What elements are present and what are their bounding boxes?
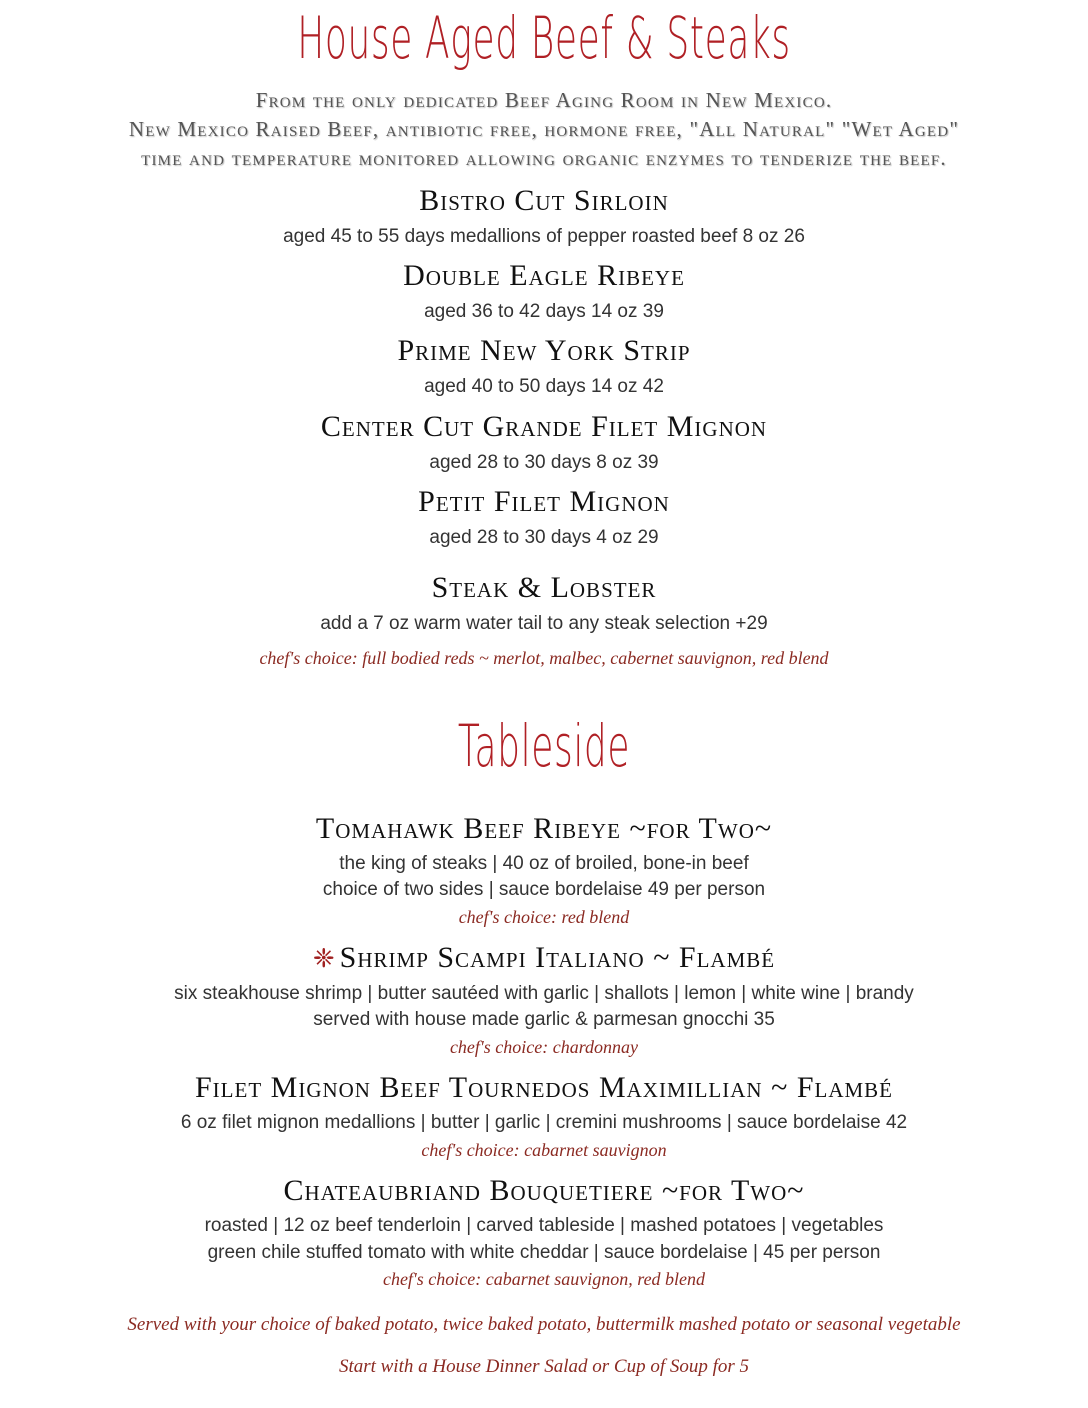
dish-name: Shrimp Scampi Italiano ~ Flambé (339, 941, 776, 974)
wine-pairing: chef's choice: full bodied reds ~ merlot, malbec, cabernet sauvignon, red blend (259, 648, 829, 668)
dish-name: Center Cut Grande Filet Mignon (320, 410, 768, 443)
dish-description: six steakhouse shrimp | butter sautéed with garlic | shallots | lemon | white wine | brandy (174, 983, 914, 1004)
starter-note: Start with a House Dinner Salad or Cup of Soup for 5 (338, 1356, 750, 1377)
dish-name: Steak & Lobster (431, 571, 657, 604)
dish-description: aged 28 to 30 days 8 oz 39 (429, 452, 659, 473)
dish-description: roasted | 12 oz beef tenderloin | carved tableside | mashed potatoes | vegetables (204, 1215, 884, 1236)
dish-name: Double Eagle Ribeye (403, 259, 685, 292)
dish-name: Prime New York Strip (397, 334, 691, 367)
dish-description: aged 40 to 50 days 14 oz 42 (424, 376, 664, 397)
wine-pairing: chef's choice: cabarnet sauvignon (421, 1140, 667, 1160)
dish-description: the king of steaks | 40 oz of broiled, bone-in beef (339, 853, 749, 874)
dish-description: 6 oz filet mignon medallions | butter | garlic | cremini mushrooms | sauce bordelaise 42 (180, 1112, 908, 1133)
dish-name: Bistro Cut Sirloin (419, 184, 669, 217)
dish-title-row (0, 941, 1088, 975)
dish-description: aged 28 to 30 days 4 oz 29 (429, 527, 659, 548)
intro-line-1: From the only dedicated Beef Aging Room in New Mexico. (255, 88, 833, 112)
intro-line-3: time and temperature monitored allowing organic enzymes to tenderize the beef. (141, 146, 947, 170)
dish-name: Petit Filet Mignon (418, 485, 670, 518)
dish-name: Filet Mignon Beef Tournedos Maximillian ~ Flambé (194, 1071, 894, 1104)
wine-pairing: chef's choice: chardonnay (449, 1037, 639, 1057)
ornament-icon: ❈ (312, 944, 336, 973)
dish-description: green chile stuffed tomato with white cheddar | sauce bordelaise | 45 per person (207, 1242, 881, 1263)
dish-description: add a 7 oz warm water tail to any steak selection +29 (320, 613, 768, 634)
section-title-tableside: Tableside (457, 712, 631, 780)
intro-line-2: New Mexico Raised Beef, antibiotic free, hormone free, "All Natural" "Wet Aged" (128, 117, 960, 141)
dish-description: choice of two sides | sauce bordelaise 49 per person (322, 879, 766, 900)
dish-name: Tomahawk Beef Ribeye ~for Two~ (315, 812, 773, 845)
wine-pairing: chef's choice: cabarnet sauvignon, red blend (382, 1269, 706, 1289)
sides-note: Served with your choice of baked potato, twice baked potato, buttermilk mashed potato or seasonal vegetable (127, 1314, 961, 1335)
dish-description: served with house made garlic & parmesan gnocchi 35 (313, 1009, 775, 1030)
dish-name: Chateaubriand Bouquetiere ~for Two~ (283, 1174, 805, 1207)
dish-description: aged 45 to 55 days medallions of pepper roasted beef 8 oz 26 (283, 226, 805, 247)
wine-pairing: chef's choice: red blend (458, 907, 630, 927)
page-title: House Aged Beef & Steaks (297, 4, 791, 72)
dish-description: aged 36 to 42 days 14 oz 39 (424, 301, 664, 322)
